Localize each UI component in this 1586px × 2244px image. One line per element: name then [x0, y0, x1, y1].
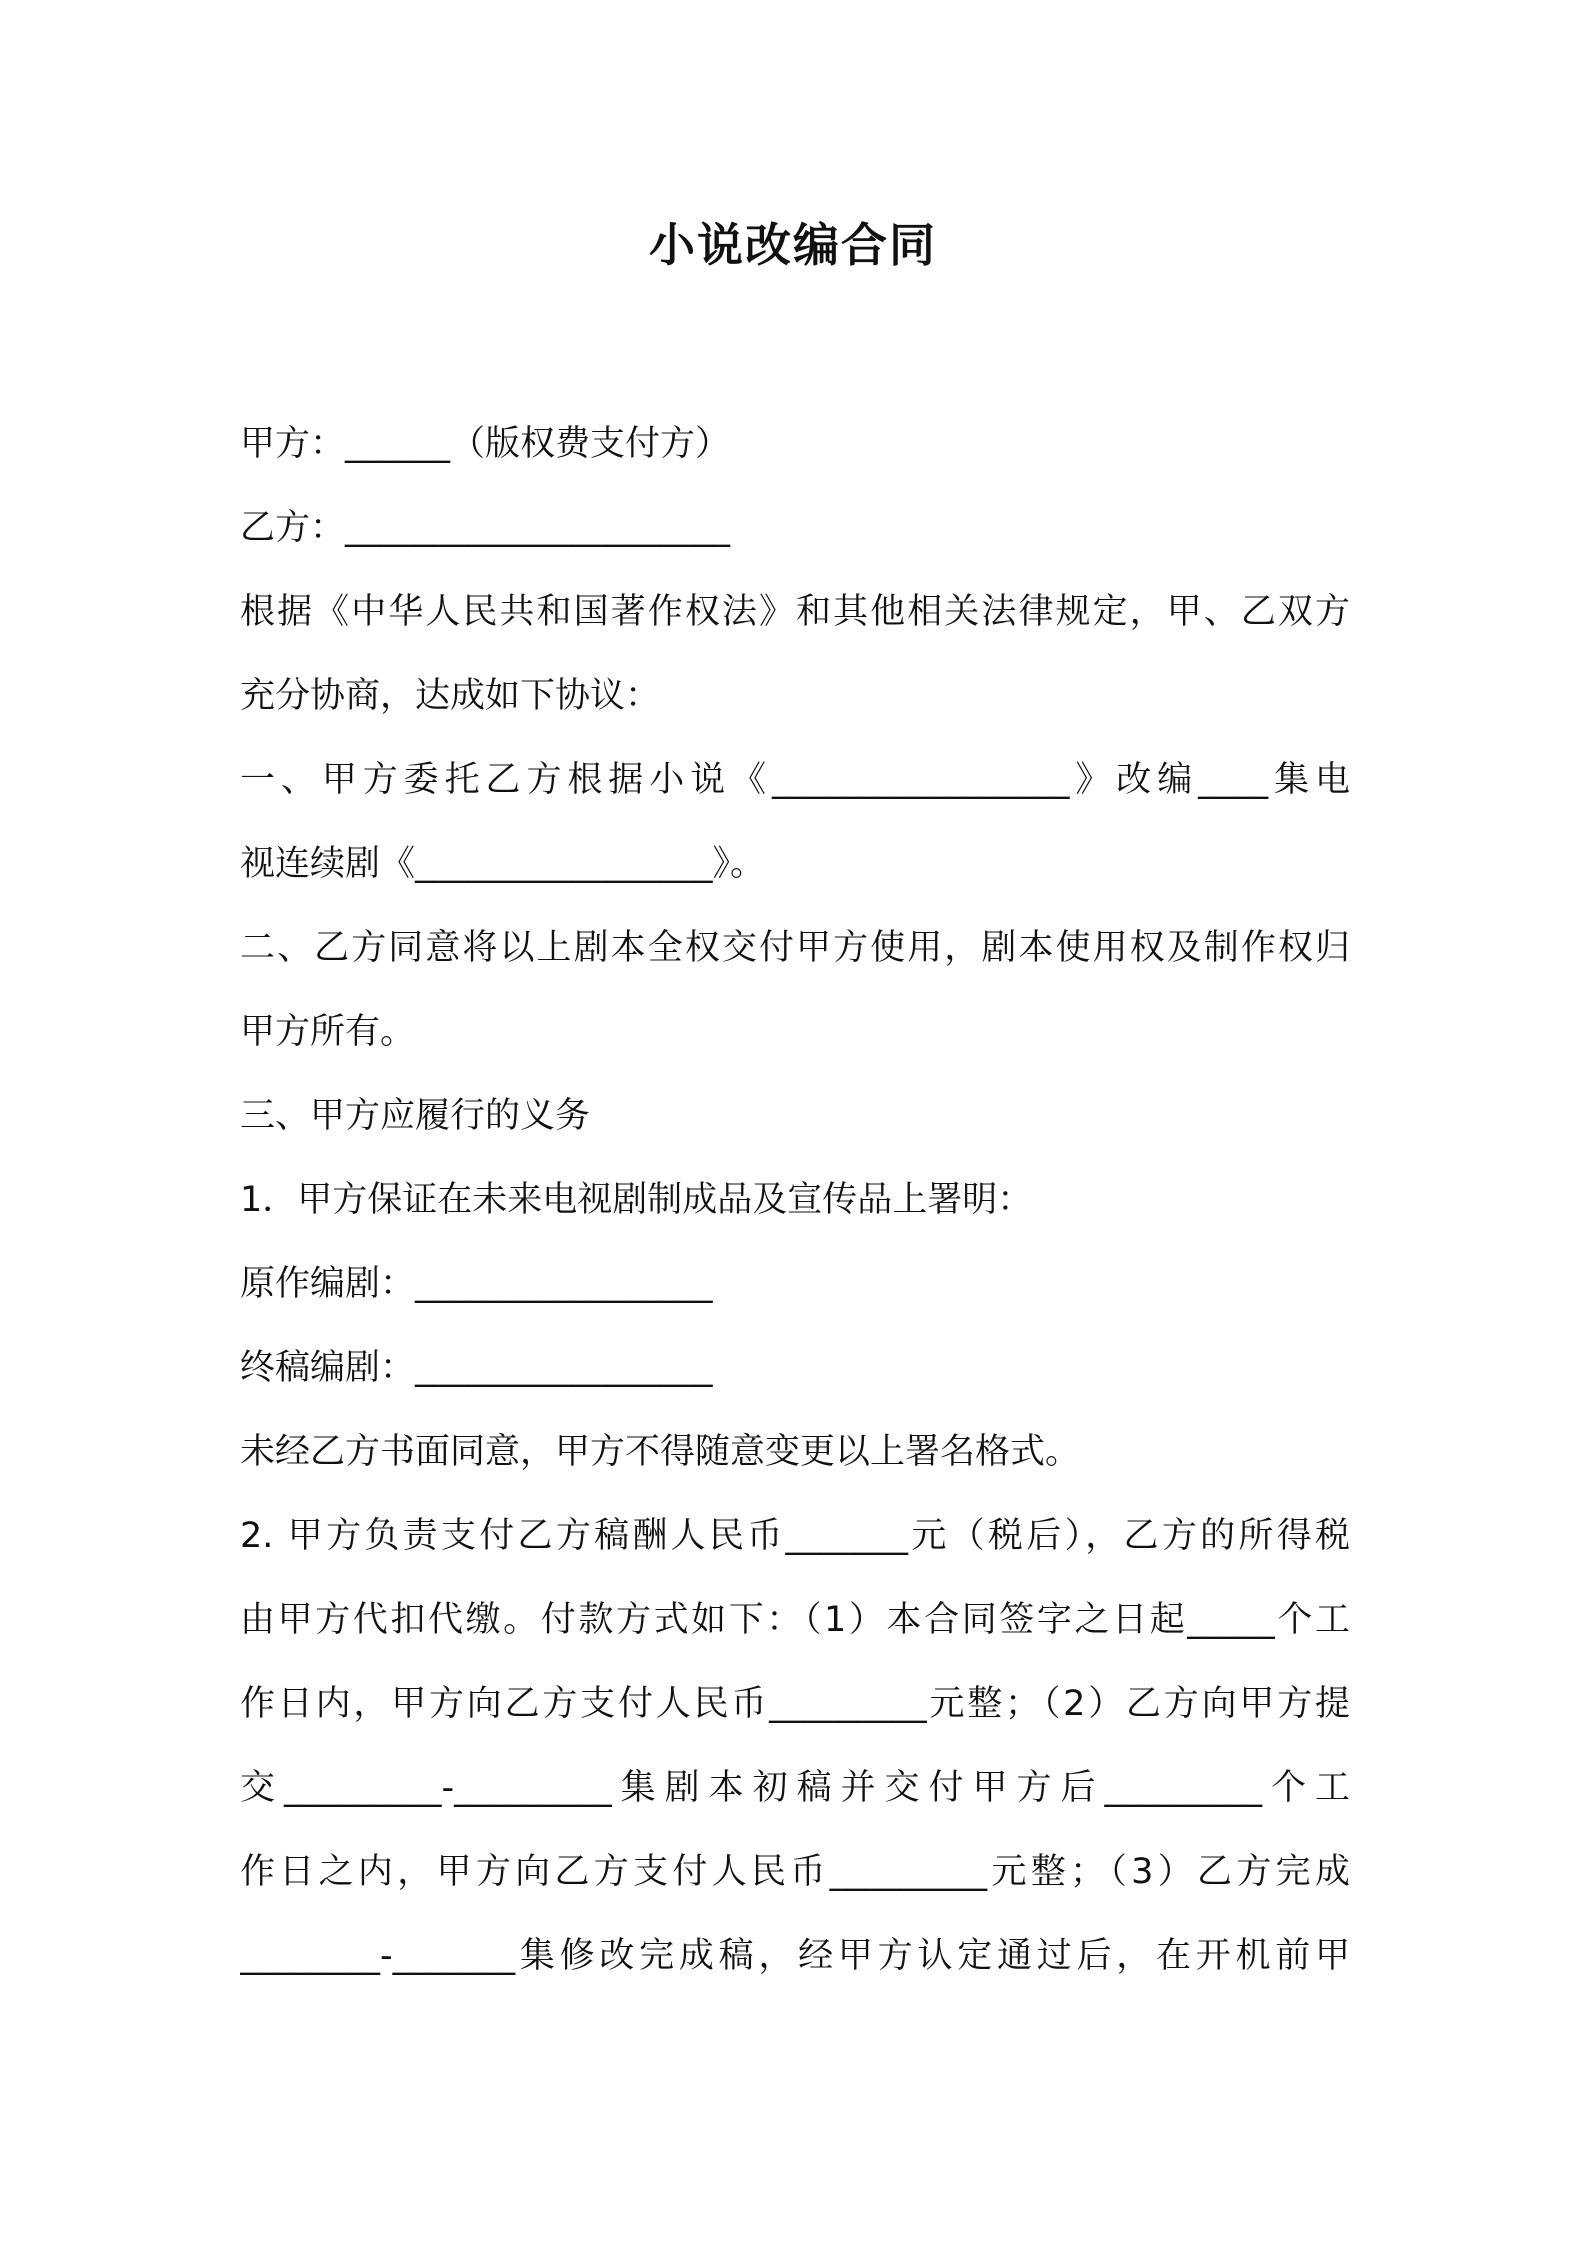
clause-1-line: 一、甲方委托乙方根据小说《_________________》改编____集电 [240, 760, 1350, 800]
party-b-line: 乙方：______________________ [240, 508, 731, 548]
document-body [240, 402, 1350, 1998]
preamble-line: 充分协商，达成如下协议： [240, 676, 661, 716]
party-a-line: 甲方：______（版权费支付方） [240, 424, 731, 464]
final-writer-line: 终稿编剧：_________________ [240, 1348, 713, 1388]
clause-2-line: 二、乙方同意将以上剧本全权交付甲方使用，剧本使用权及制作权归 [240, 928, 1350, 968]
preamble-line: 根据《中华人民共和国著作权法》和其他相关法律规定，甲、乙双方 [240, 592, 1350, 632]
clause-2-line: 甲方所有。 [240, 1012, 416, 1052]
clause-3-item-2-line: ________-_______集修改完成稿，经甲方认定通过后，在开机前甲 [240, 1936, 1350, 1976]
credit-note-line: 未经乙方书面同意，甲方不得随意变更以上署名格式。 [240, 1432, 1081, 1472]
clause-3-heading: 三、甲方应履行的义务 [240, 1096, 591, 1136]
clause-3-item-2-line: 2. 甲方负责支付乙方稿酬人民币_______元（税后），乙方的所得税 [240, 1516, 1350, 1556]
clause-3-item-2-line: 作日之内，甲方向乙方支付人民币_________元整；（3）乙方完成 [240, 1852, 1350, 1892]
clause-3-item-2-line: 交_________-_________集剧本初稿并交付甲方后_________个工 [240, 1768, 1350, 1808]
original-writer-line: 原作编剧：_________________ [240, 1264, 713, 1304]
clause-3-item-1-line: 1．甲方保证在未来电视剧制成品及宣传品上署明： [240, 1180, 1033, 1220]
clause-1-line: 视连续剧《_________________》。 [240, 844, 766, 884]
clause-3-item-2-line: 由甲方代扣代缴。付款方式如下：（1）本合同签字之日起_____个工 [240, 1600, 1350, 1640]
clause-3-item-2-line: 作日内，甲方向乙方支付人民币_________元整；（2）乙方向甲方提 [240, 1684, 1350, 1724]
document-title: 小说改编合同 [649, 218, 937, 272]
